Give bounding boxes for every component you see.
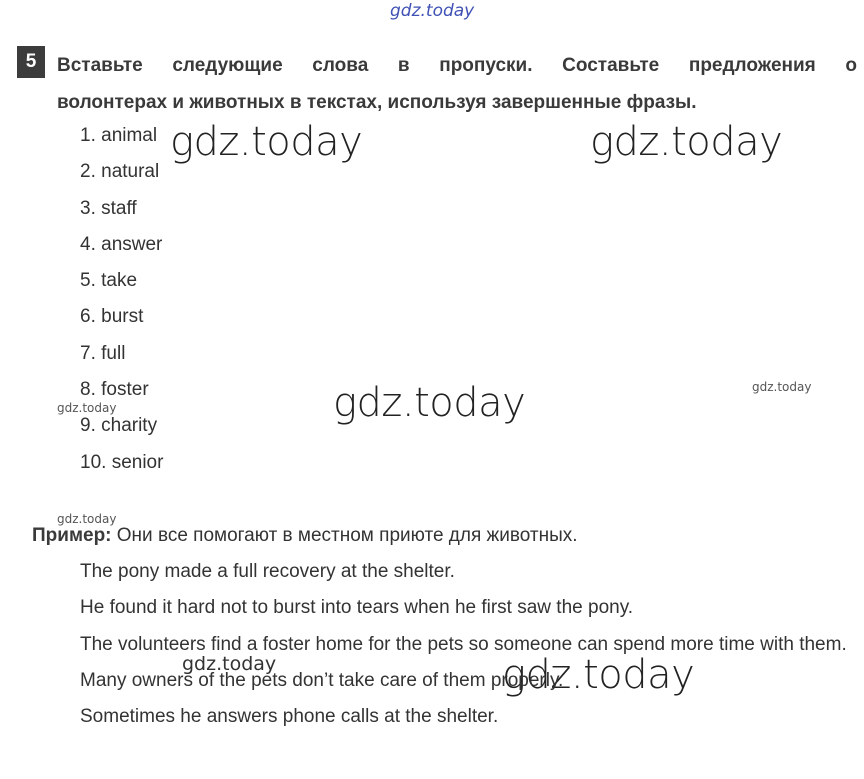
sentence-3: The volunteers find a foster home for the pets so someone can spend more time with them.: [80, 633, 847, 655]
watermark-small-left: gdz.today: [57, 401, 117, 415]
example-line: [32, 518, 578, 554]
word-item-7: 7. full: [80, 342, 126, 364]
task-instruction: [57, 47, 857, 121]
example-text: Они все помогают в местном приюте для животных.: [111, 525, 578, 546]
watermark-big-right: gdz.today: [590, 119, 783, 165]
word-item-8: 8. foster: [80, 379, 149, 401]
watermark-big-left: gdz.today: [170, 119, 363, 165]
word-item-3: 3. staff: [80, 197, 137, 219]
watermark-small-right: gdz.today: [752, 380, 812, 394]
word-item-5: 5. take: [80, 270, 138, 292]
instruction-line-2: волонтерах и животных в текстах, используя завершенные фразы.: [57, 92, 697, 113]
instruction-line-1: Вставьте следующие слова в пропуски. Составьте предложения о: [57, 55, 857, 76]
task-number-badge: 5: [17, 46, 45, 78]
word-item-9: 9. charity: [80, 415, 158, 437]
sentence-5: Sometimes he answers phone calls at the shelter.: [80, 706, 499, 728]
word-item-10: 10. senior: [80, 451, 164, 473]
watermark-small-example: gdz.today: [57, 512, 117, 526]
watermark-big-center: gdz.today: [333, 380, 526, 426]
sentence-4: Many owners of the pets don’t take care of them properly.: [80, 669, 564, 691]
word-item-6: 6. burst: [80, 306, 144, 328]
answer-sentences: [80, 554, 854, 735]
word-item-2: 2. natural: [80, 161, 160, 183]
word-item-4: 4. answer: [80, 233, 163, 255]
sentence-1: The pony made a full recovery at the shelter.: [80, 561, 455, 582]
word-item-1: 1. animal: [80, 125, 158, 146]
watermark-top: gdz.today: [390, 1, 475, 21]
sentence-2: He found it hard not to burst into tears when he first saw the pony.: [80, 597, 634, 619]
example-label: Пример:: [32, 525, 112, 546]
word-list: [80, 118, 163, 481]
watermark-mid-bottom: gdz.today: [182, 653, 277, 675]
watermark-big-bottom: gdz.today: [502, 652, 695, 698]
